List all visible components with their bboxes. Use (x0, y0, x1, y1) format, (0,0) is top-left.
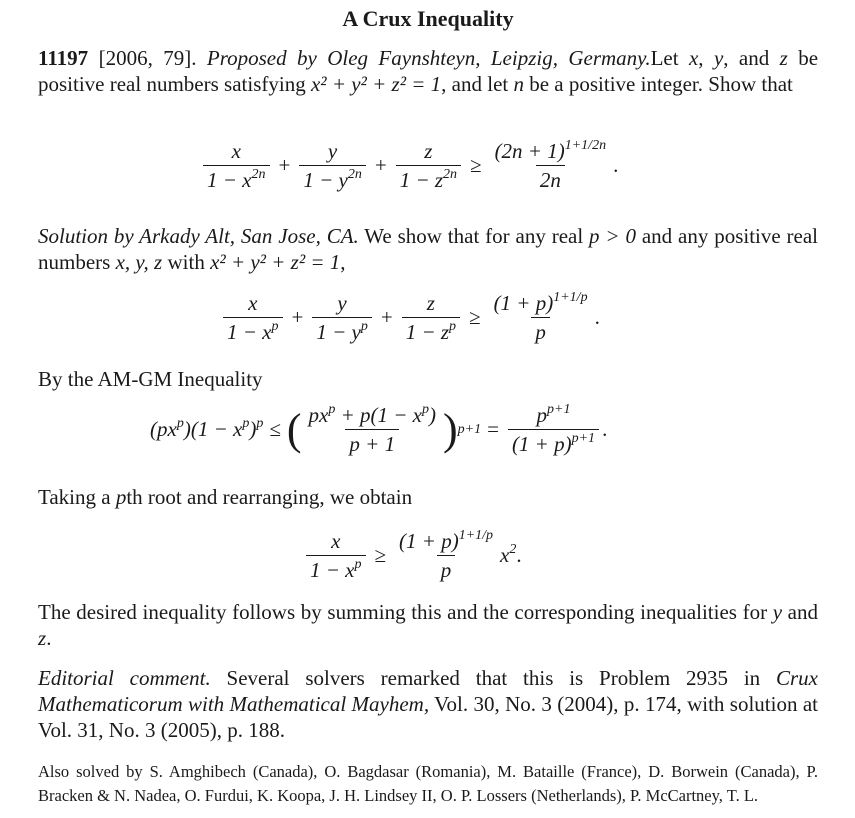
var-x: x (688, 46, 699, 70)
var-z: z (779, 46, 788, 70)
journal-name: Crux Mathematicorum with Mathematical Mayhem, (38, 666, 818, 716)
statement-text: , and (723, 46, 780, 70)
fraction: $\frac{x}{1 - x^{2n}}$ (203, 140, 270, 191)
fraction: $\frac{x}{1 - x^p}$ (223, 292, 283, 343)
amgm-lhs: $(px^p)(1 - x^p)^p$ (150, 416, 264, 441)
solution-intro: Solution by Arkady Alt, San Jose, CA. We show that for any real p > 0 and any positive real numbers x, y, z with x² + y² + z² = 1, (38, 224, 819, 274)
equation-2: $\frac{x}{1 - x^p}$ + $\frac{y}{1 - y^p}$ + $\frac{z}{1 - z^p}$ ≥ $\frac{(1 + p)^{1+1/p}}{p}$ . (220, 292, 600, 343)
statement-text: be a positive integer. Show that (523, 72, 793, 96)
fraction: $\frac{(1 + p)^{1+1/p}}{p}$ (399, 528, 494, 582)
fraction: $\frac{z}{1 - z^p}$ (402, 292, 460, 343)
statement-text: , and let (441, 72, 514, 96)
problem-statement (38, 45, 818, 97)
editorial-comment: Editorial comment. Several solvers remarked that this is Problem 2935 in Crux Mathematicorum with Mathematical Mayhem, Vol. 30, No. 3 (2004), p. 174, with solution at Vol. 31, No. 3 (2005), p. 188. (38, 666, 818, 742)
statement-text: be positive real numbers satisfying (38, 46, 819, 96)
statement-text: Let (650, 46, 689, 70)
fraction: $\frac{y}{1 - y^{2n}}$ (299, 140, 366, 191)
conclusion-text: The desired inequality follows by summing this and the corresponding inequalities for y and z. (38, 600, 818, 650)
constraint: x² + y² + z² = 1 (310, 72, 442, 96)
editorial-label: Editorial comment. (38, 666, 211, 690)
fraction: $\frac{p^{p+1}}{(1 + p)^{p+1}}$ (508, 404, 599, 455)
solution-author: Solution by Arkady Alt, San Jose, CA. (38, 224, 359, 248)
equation-4: $\frac{x}{1 - x^p}$ ≥ $\frac{(1 + p)^{1+1/p}}{p}$ $x^2$ . (303, 530, 522, 581)
fraction: $\frac{x}{1 - x^p}$ (306, 530, 366, 581)
equation-3: $(px^p)(1 - x^p)^p$ ≤ ( $\frac{px^p + p(1 - x^p)}{p + 1}$ ) p+1 = $\frac{p^{p+1}}{(1 + p)^{p+1}}$ . (150, 402, 608, 456)
amgm-text: By the AM-GM Inequality (38, 367, 263, 391)
problem-number: 11197 (38, 46, 89, 70)
fraction: $\frac{(2n + 1)^{1+1/2n}}{2n}$ (494, 138, 607, 192)
fraction: $\frac{z}{1 - z^{2n}}$ (396, 140, 461, 191)
equation-1: $\frac{x}{1 - x^{2n}}$ + $\frac{y}{1 - y^{2n}}$ + $\frac{z}{1 - z^{2n}}$ ≥ $\frac{(2n + 1)^{1+1/2n}}{2n}$ . (200, 140, 618, 191)
problem-ref: [2006, 79]. (98, 46, 197, 70)
var-n: n (513, 72, 524, 96)
fraction: $\frac{px^p + p(1 - x^p)}{p + 1}$ (308, 402, 436, 456)
also-solved: Also solved by S. Amghibech (Canada), O. Bagdasar (Romania), M. Bataille (France), D. Borwein (Canada), P. Bracken & N. Nadea, O. Furdui, K. Koopa, J. H. Lindsey II, O. P. Lossers (Netherlands), P. McCartney, T. L. (38, 762, 818, 805)
statement-text: , (698, 46, 714, 70)
fraction: $\frac{y}{1 - y^p}$ (312, 292, 372, 343)
page-title: A Crux Inequality (342, 6, 514, 31)
taking-root-text: Taking a pth root and rearranging, we obtain (38, 485, 413, 509)
var-y: y (713, 46, 724, 70)
problem-proposer: Proposed by Oleg Faynshteyn, Leipzig, Germany. (206, 46, 651, 70)
fraction: $\frac{(1 + p)^{1+1/p}}{p}$ (493, 290, 588, 344)
